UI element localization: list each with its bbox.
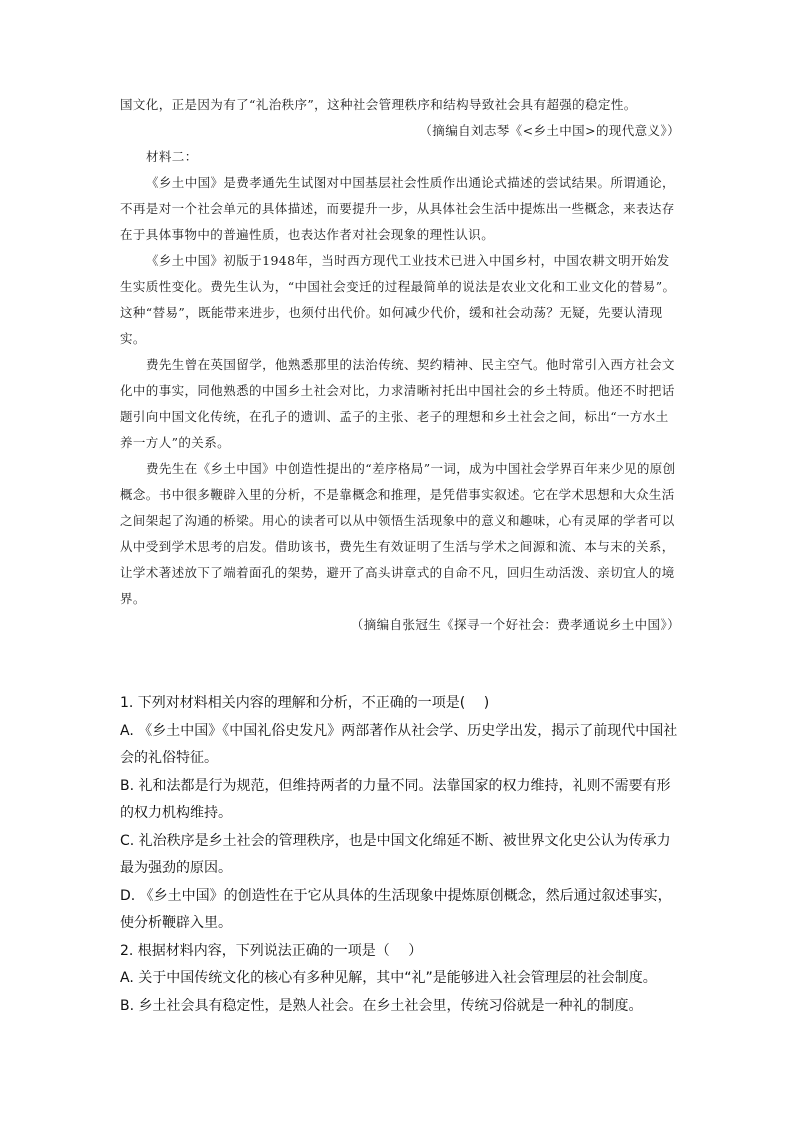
paragraph-4: 费先生在《乡土中国》中创造性提出的“差序格局”一词，成为中国社会学界百年来少见的原创概念。书中很多鞭辟入里的分析，不是靠概念和推理，是凭借事实叙述。它在学术思想和大众生活之间架起了沟通的桥梁。用心的读者可以从中领悟生活现象中的意义和趣味，心有灵犀的学者可以从中受到学术思考的启发。借助该书，费先生有效证明了生活与学术之间源和流、本与末的关系，让学术著述放下了端着面孔的架势，避开了高头讲章式的自命不凡，回归生动活泼、亲切宜人的境界。 — [120, 461, 676, 606]
paragraph-2: 《乡土中国》初版于1948年，当时西方现代工业技术已进入中国乡村，中国农耕文明开始发生实质性变化。费先生认为，“中国社会变迁的过程最简单的说法是农业文化和工业文化的替易”。这种“替易”，既能带来进步，也须付出代价。如何减少代价，缓和社会动荡？无疑，先要认清现实。 — [120, 253, 676, 346]
question-1-option-d[interactable]: D. 《乡土中国》的创造性在于它从具体的生活现象中提炼原创概念，然后通过叙述事实，使分析鞭辟入里。 — [120, 887, 672, 931]
paragraph-3: 费先生曾在英国留学，他熟悉那里的法治传统、契约精神、民主空气。他时常引入西方社会文化中的事实，同他熟悉的中国乡土社会对比，力求清晰衬托出中国社会的乡土特质。他还不时把话题引向中国文化传统，在孔子的遗训、孟子的主张、老子的理想和乡土社会之间，标出“一方水土养一方人”的关系。 — [120, 357, 675, 450]
question-1-option-a[interactable]: A. 《乡土中国》《中国礼俗史发凡》两部著作从社会学、历史学出发，揭示了前现代中国社会的礼俗特征。 — [120, 722, 678, 766]
questions-section — [120, 690, 680, 1020]
question-2-stem: 2. 根据材料内容，下列说法正确的一项是（ ） — [120, 942, 423, 959]
paragraph-continued: 国文化，正是因为有了“礼治秩序”，这种社会管理秩序和结构导致社会具有超强的稳定性。 — [120, 97, 637, 112]
reading-material — [120, 92, 680, 638]
material-2-heading: 材料二： — [146, 149, 198, 164]
question-1-option-c[interactable]: C. 礼治秩序是乡土社会的管理秩序，也是中国文化绵延不断、被世界文化史公认为传承力最为强劲的原因。 — [120, 832, 671, 876]
question-2-option-a[interactable]: A. 关于中国传统文化的核心有多种见解，其中“礼”是能够进入社会管理层的社会制度。 — [120, 970, 657, 986]
question-2-option-b[interactable]: B. 乡土社会具有稳定性，是熟人社会。在乡土社会里，传统习俗就是一种礼的制度。 — [120, 997, 643, 1014]
question-1-stem: 1. 下列对材料相关内容的理解和分析，不正确的一项是( ) — [120, 695, 490, 711]
citation-1: （摘编自刘志琴《<乡土中国>的现代意义》） — [419, 123, 680, 138]
paragraph-1: 《乡土中国》是费孝通先生试图对中国基层社会性质作出通论式描述的尝试结果。所谓通论，不再是对一个社会单元的具体描述，而要提升一步，从具体社会生活中提炼出一些概念，来表达存在于具体事物中的普遍性质，也表达作者对社会现象的理性认识。 — [120, 175, 675, 242]
citation-2: （摘编自张冠生《探寻一个好社会：费孝通说乡土中国》） — [350, 617, 680, 632]
question-1-option-b[interactable]: B. 礼和法都是行为规范，但维持两者的力量不同。法靠国家的权力维持，礼则不需要有形的权力机构维持。 — [120, 777, 671, 821]
